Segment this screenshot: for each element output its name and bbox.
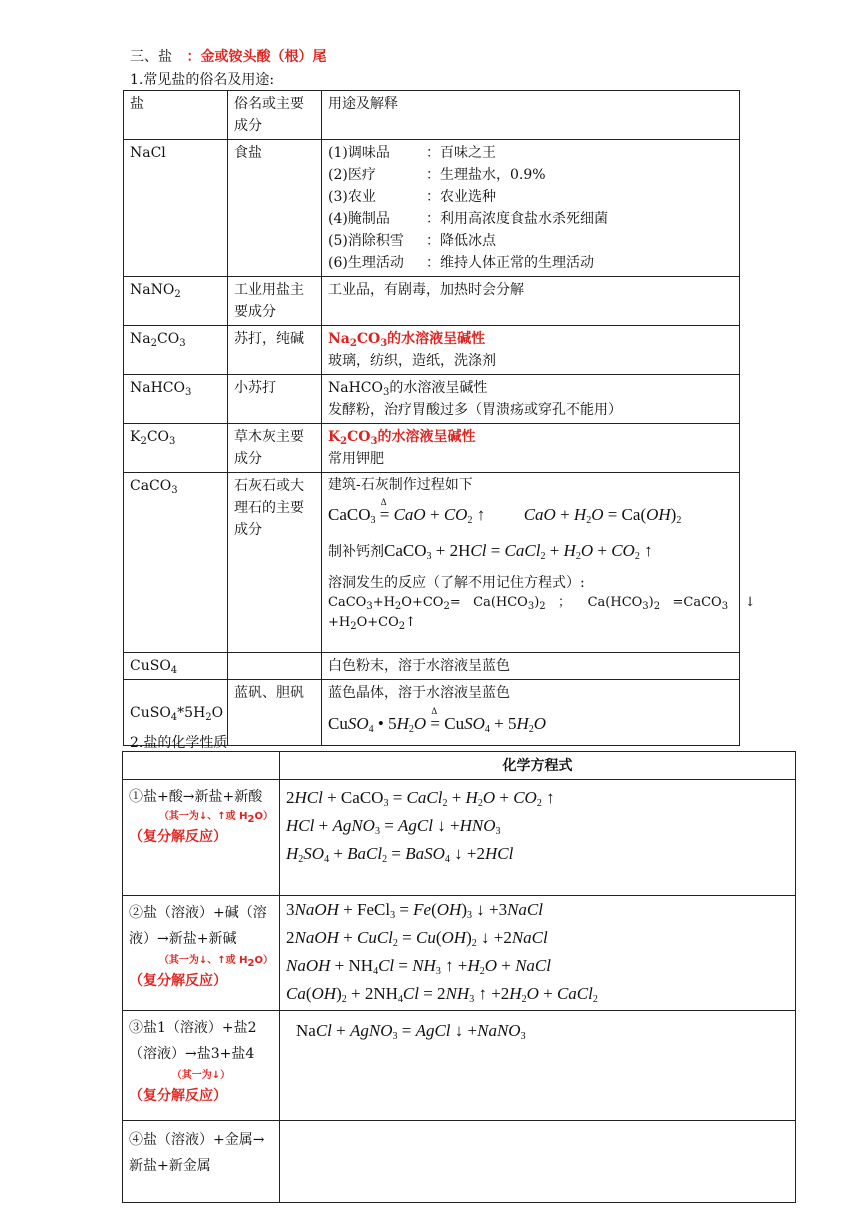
property-note: （其一为↓） [171, 1070, 231, 1081]
property-label: ③盐1（溶液）+盐2（溶液）→盐3+盐4 [129, 1020, 257, 1062]
table-row [124, 375, 740, 424]
header-alias: 俗名或主要成分 [228, 91, 322, 140]
lime-equations: CaCO$_3$ Δ = CaO + $CO_2$ ↑ CaO + $H_2O = Ca(OH)_2$ [328, 495, 733, 533]
list-item: (5)消除积雪 ：降低冰点 [328, 233, 496, 249]
property-note: （其一为↓、↑或 $H_2O$） [158, 811, 273, 825]
cave-reaction-label: 溶洞发生的反应（了解不用记住方程式）: [328, 575, 585, 591]
calcium-supplement-equation: 制补钙剂CaCO$_3$ + 2HCl = CaCl$_2$ + $H_2O + CO_2$ ↑ [328, 541, 653, 562]
property-label: ④盐（溶液）+金属→新盐+新金属 [129, 1132, 265, 1174]
salt-alias: 食盐 [228, 140, 322, 277]
cave-equation: $CaCO_3+H_2O+CO_2= Ca(HCO_3)_2$ ； $Ca(HCO_3)_2$ =CaCO$_3$ ↓ [328, 595, 756, 612]
salt-use: 蓝色晶体，溶于水溶液呈蓝色 [328, 685, 510, 701]
table-header-row [124, 91, 740, 140]
equation: NaCl + AgNO$_3$ = AgCl ↓ +NaNO$_3$ [296, 1021, 526, 1042]
section-title-prefix: 三、盐 [130, 49, 172, 65]
list-item: (2)医疗 ：生理盐水，0.9% [328, 167, 546, 183]
nacl-uses [322, 140, 740, 277]
equation: 2HCl + CaCO$_3$ = CaCl$_2$ + $H_2O + CO_2$ ↑ [286, 788, 555, 809]
salt-alias: 石灰石或大理石的主要成分 [228, 473, 322, 653]
equation: HCl + AgNO$_3$ = AgCl ↓ $+HNO_3$ [286, 816, 501, 837]
salt-name: $CuSO_4*5H_2O$ [124, 680, 228, 746]
list-item: (1)调味品 ：百味之王 [328, 145, 496, 161]
equation: 3NaOH + FeCl$_3$ = $Fe(OH)_3$ ↓ +3NaCl [286, 900, 543, 921]
table-header-row [123, 752, 796, 780]
salt-name: $Na_2CO_3$ [124, 326, 228, 375]
equation: $Ca(OH)_2 + 2NH_4Cl = 2NH_3$ ↑ $+2H_2O$ + CaCl$_2$ [286, 984, 598, 1005]
basic-solution-highlight: $Na_2CO_3$的水溶液呈碱性 [328, 331, 486, 349]
subsection-2-title: 2.盐的化学性质 [130, 735, 228, 751]
caco3-process-label: 建筑-石灰制作过程如下 [328, 477, 473, 493]
equation: $H_2SO_4$ + BaCl$_2$ = BaSO$_4$ ↓ +2HCl [286, 844, 514, 865]
table-row [124, 140, 740, 277]
salt-alias: 草木灰主要成分 [228, 424, 322, 473]
salt-alias: 苏打，纯碱 [228, 326, 322, 375]
header-uses: 用途及解释 [322, 91, 740, 140]
table-row [124, 326, 740, 375]
salt-use: 玻璃，纺织，造纸，洗涤剂 [328, 353, 496, 369]
salt-use: 工业品，有剧毒，加热时会分解 [322, 277, 740, 326]
salt-alias [228, 653, 322, 680]
reaction-type: （复分解反应） [129, 973, 227, 989]
salt-name: NaCl [124, 140, 228, 277]
section-title [130, 46, 326, 66]
table-row [123, 896, 796, 1011]
table-row [124, 653, 740, 680]
property-label: ①盐+酸→新盐+新酸 [129, 789, 263, 805]
equation: NaOH + $NH_4Cl = NH_3$ ↑ $+H_2O$ + NaCl [286, 956, 551, 977]
table-row [123, 780, 796, 896]
salt-name: NaNO$_2$ [124, 277, 228, 326]
salt-name: $K_2CO_3$ [124, 424, 228, 473]
table-row [123, 1011, 796, 1121]
salt-name: NaHCO$_3$ [124, 375, 228, 424]
salt-alias: 工业用盐主要成分 [228, 277, 322, 326]
dehydration-equation: CuSO$_4$ • $5H_2O$ Δ = CuSO$_4$ + $5H_2O$ [328, 704, 733, 740]
chemical-properties-table [122, 751, 796, 1203]
list-item: (3)农业 ：农业选种 [328, 189, 496, 205]
cave-equation-cont: $+H_2O+CO_2↑$ [328, 615, 417, 632]
salt-use: 常用钾肥 [328, 451, 384, 467]
common-salts-table [123, 90, 756, 746]
section-title-note: ：金或铵头酸（根）尾 [186, 49, 327, 65]
salt-alias: 蓝矾、胆矾 [228, 680, 322, 746]
list-item: (6)生理活动 ：维持人体正常的生理活动 [328, 255, 594, 271]
salt-alias: 小苏打 [228, 375, 322, 424]
header-equations: 化学方程式 [280, 752, 796, 780]
table-row [123, 1121, 796, 1203]
reaction-type: （复分解反应） [129, 1088, 227, 1104]
table-row [124, 424, 740, 473]
salt-property: NaHCO$_3$的水溶液呈碱性 [328, 380, 488, 398]
subsection-1-title: 1.常见盐的俗名及用途: [130, 72, 275, 88]
reaction-type: （复分解反应） [129, 829, 227, 845]
property-label: ②盐（溶液）+碱（溶液）→新盐+新碱 [129, 905, 267, 947]
equation: 2NaOH + CuCl$_2$ = $Cu(OH)_2$ ↓ +2NaCl [286, 928, 548, 949]
list-item: (4)腌制品 ：利用高浓度食盐水杀死细菌 [328, 211, 608, 227]
header-salt: 盐 [124, 91, 228, 140]
table-row [124, 277, 740, 326]
salt-name: CaCO$_3$ [124, 473, 228, 653]
salt-name: CuSO$_4$ [124, 653, 228, 680]
table-row [124, 473, 740, 653]
property-note: （其一为↓、↑或 $H_2O$） [158, 955, 273, 969]
equation-cell-empty [280, 1121, 796, 1203]
salt-use: 发酵粉，治疗胃酸过多（胃溃疡或穿孔不能用） [328, 402, 622, 418]
basic-solution-highlight: $K_2CO_3$的水溶液呈碱性 [328, 429, 476, 447]
salt-use: 白色粉末，溶于水溶液呈蓝色 [322, 653, 740, 680]
